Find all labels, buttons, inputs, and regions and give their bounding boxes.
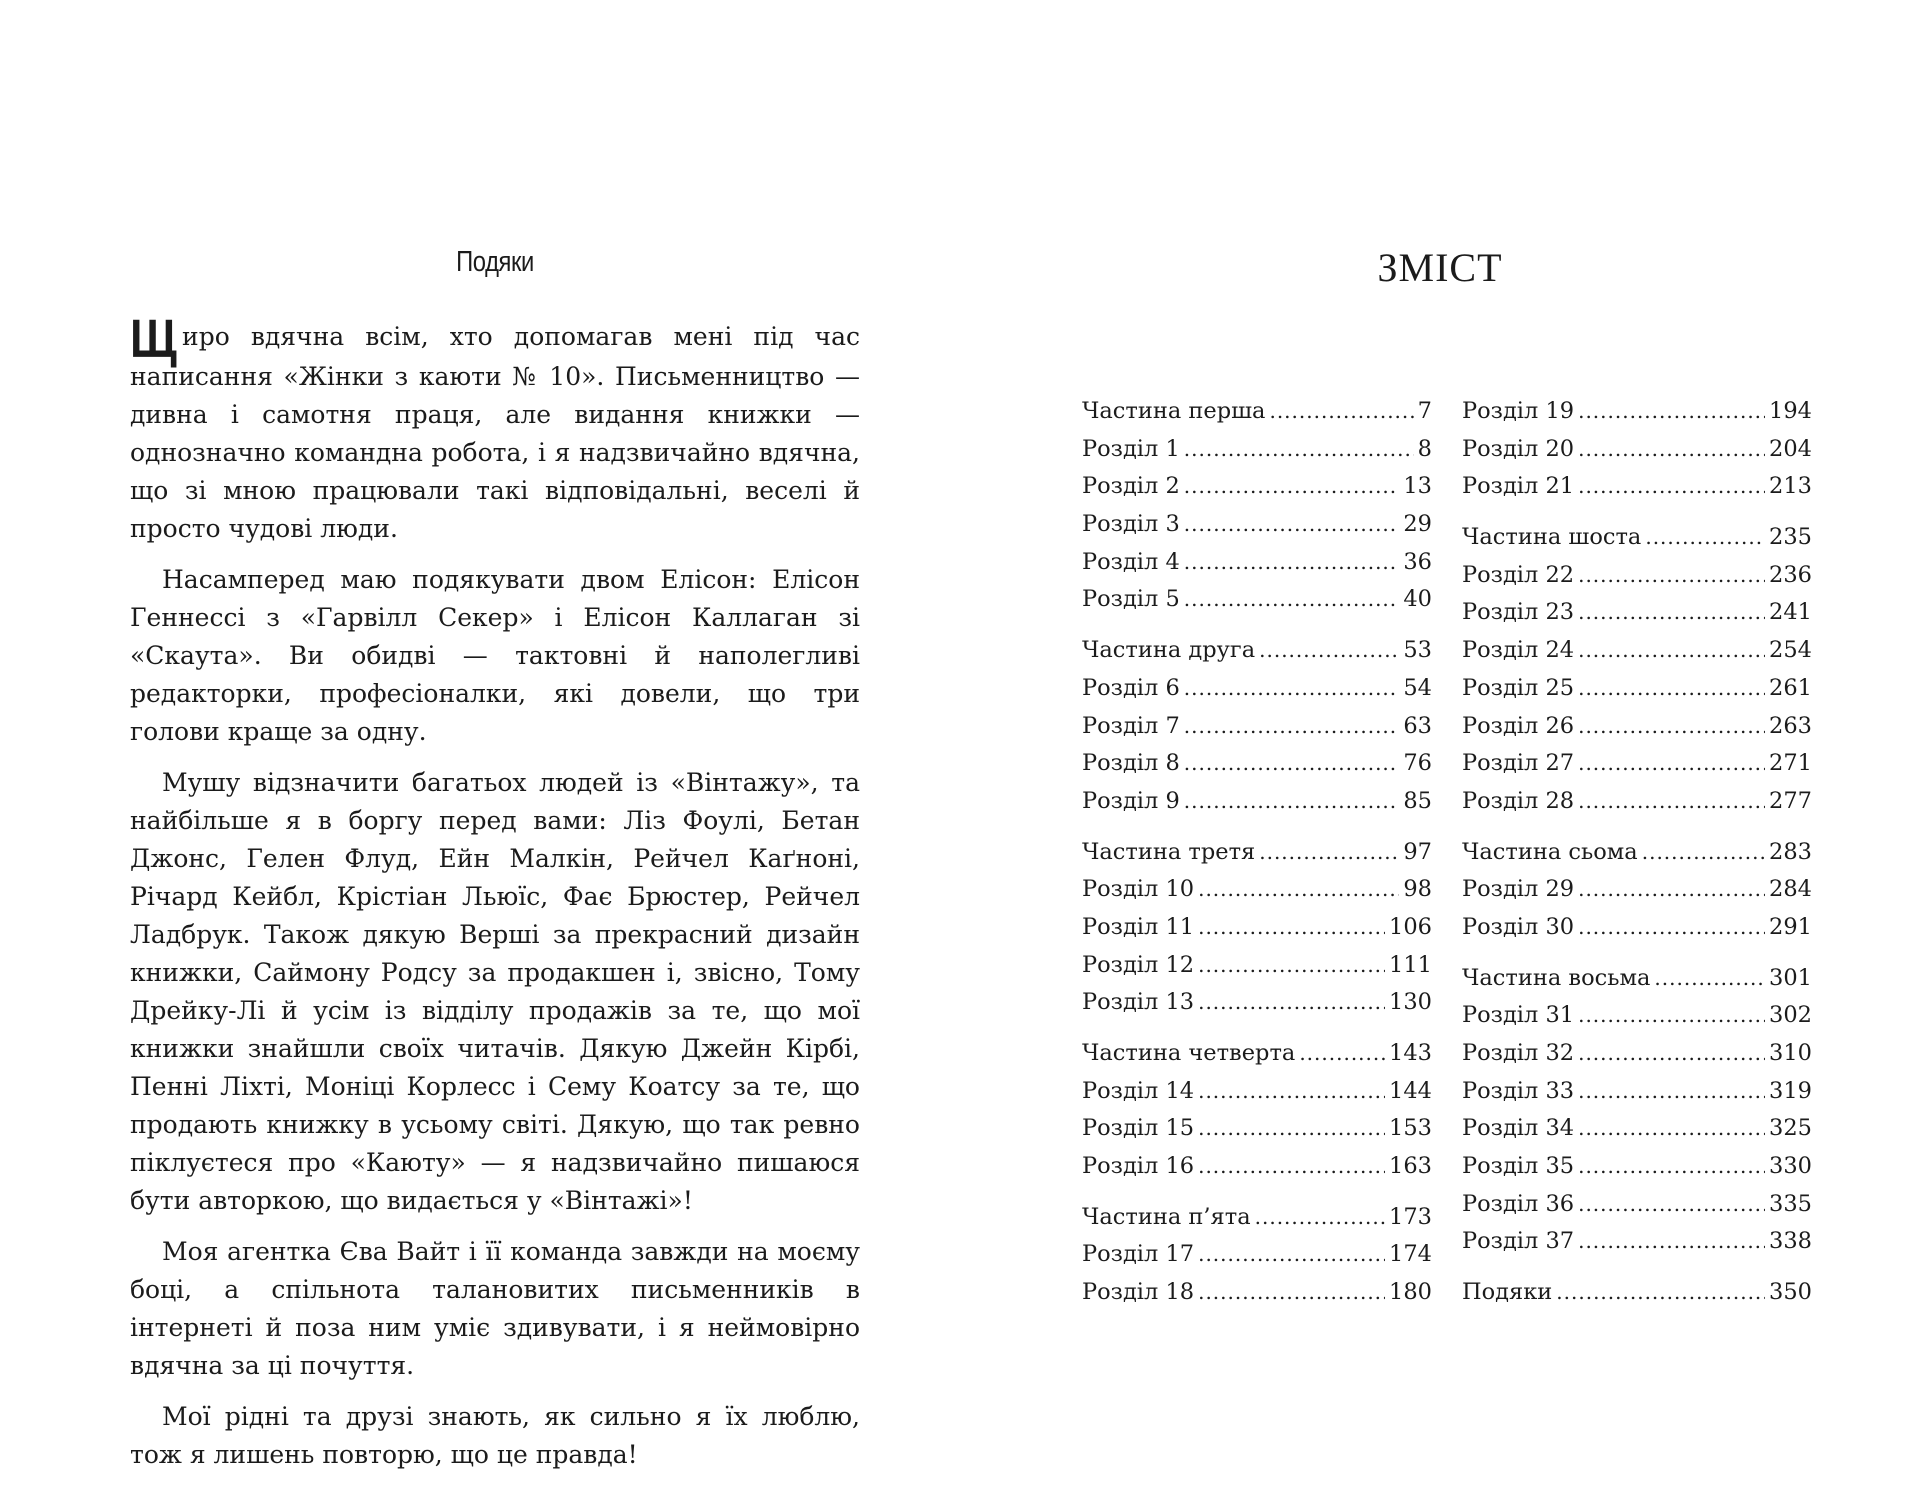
toc-leader-dots xyxy=(1198,871,1399,909)
toc-entry-page: 302 xyxy=(1769,1002,1812,1029)
toc-entry-label: Розділ 6 xyxy=(1082,674,1180,701)
toc-leader-dots xyxy=(1259,834,1399,872)
toc-leader-dots xyxy=(1198,1274,1385,1312)
paragraph-2: Насамперед маю подякувати двом Елісон: Елісон Геннессі з «Гарвілл Секер» і Елісон Каллаган зі «Скаута». Ви обидві — тактовні й наполегливі редакторки, професіоналки, які довели, що три голови краще за одну. xyxy=(130,565,860,746)
toc-entry xyxy=(1462,431,1812,469)
toc-entry-page: 180 xyxy=(1389,1279,1432,1306)
toc-entry-page: 97 xyxy=(1403,838,1432,865)
toc-entry-label: Частина четверта xyxy=(1082,1040,1296,1066)
toc-entry-label: Частина шоста xyxy=(1462,524,1642,551)
toc-entry xyxy=(1082,1199,1432,1237)
toc-leader-dots xyxy=(1198,1073,1385,1111)
toc-leader-dots xyxy=(1578,1186,1765,1224)
toc-entry xyxy=(1462,519,1812,557)
toc-leader-dots xyxy=(1184,506,1400,544)
toc-entry xyxy=(1082,632,1432,670)
toc-entry-label: Розділ 33 xyxy=(1462,1077,1575,1104)
toc-leader-dots xyxy=(1198,947,1385,985)
paragraph-5: Мої рідні та друзі знають, як сильно я їх люблю, тож я лишень повторю, що це правда! xyxy=(130,1402,860,1469)
toc-entry-label: Розділ 22 xyxy=(1462,561,1575,588)
toc-entry xyxy=(1082,871,1432,909)
toc-entry-label: Розділ 14 xyxy=(1082,1077,1195,1104)
toc-entry xyxy=(1462,783,1812,821)
toc-entry-label: Частина сьома xyxy=(1462,838,1638,865)
toc-leader-dots xyxy=(1556,1274,1765,1312)
paragraph-3: Мушу відзначити багатьох людей із «Вінтажу», та найбільше я в боргу перед вами: Ліз Фоулі, Бетан Джонс, Гелен Флуд, Ейн Малкін, Рейчел Каґноні, Річард Кейбл, Крістіан Льюїс, Фає Брюстер, Рейчел Ладбрук. Також дякую Верші за прекрасний дизайн книжки, Саймону Родсу за продакшен і, звісно, Тому Дрейку-Лі й усім із відділу продажів за те, що мої книжки знайшли своїх читачів. Дякую Джейн Кірбі, Пенні Ліхті, Моніці Корлесс і Сему Коатсу за те, що продають книжку в усьому світі. Дякую, що так ревно піклуєтеся про «Каюту» — я надзвичайно пишаюся бути авторкою, що видається у «Вінтажі»! xyxy=(130,768,860,1215)
toc-entry-label: Розділ 32 xyxy=(1462,1040,1575,1066)
toc-entry-page: 153 xyxy=(1389,1115,1432,1142)
toc-entry xyxy=(1082,1148,1432,1186)
toc-entry-page: 271 xyxy=(1769,750,1812,777)
toc-entry xyxy=(1462,632,1812,670)
toc-entry-page: 13 xyxy=(1403,473,1432,500)
toc-entry-page: 261 xyxy=(1769,674,1812,701)
toc-entry xyxy=(1462,1148,1812,1186)
toc-leader-dots xyxy=(1578,632,1765,670)
toc-entry-page: 236 xyxy=(1769,561,1812,588)
toc-entry-page: 330 xyxy=(1769,1153,1812,1180)
toc-leader-dots xyxy=(1578,745,1765,783)
toc-entry-page: 254 xyxy=(1769,637,1812,664)
toc-column-1 xyxy=(1082,393,1432,1312)
toc-entry xyxy=(1462,834,1812,872)
toc-entry-label: Розділ 7 xyxy=(1082,712,1180,739)
toc-leader-dots xyxy=(1299,1035,1385,1073)
toc-entry-page: 241 xyxy=(1769,599,1812,626)
toc-entry-label: Розділ 21 xyxy=(1462,473,1575,500)
toc-entry-page: 130 xyxy=(1389,989,1432,1016)
toc-title: ЗМІСТ xyxy=(1377,245,1503,290)
toc-entry xyxy=(1082,1274,1432,1312)
toc-entry-page: 85 xyxy=(1403,787,1432,814)
toc-leader-dots xyxy=(1259,632,1399,670)
toc-entry-label: Розділ 3 xyxy=(1082,511,1180,538)
toc-entry-page: 291 xyxy=(1769,913,1812,940)
acknowledgements-body xyxy=(130,309,860,1487)
toc-leader-dots xyxy=(1578,431,1765,469)
toc-entry xyxy=(1462,960,1812,998)
toc-leader-dots xyxy=(1255,1199,1385,1237)
toc-entry xyxy=(1462,557,1812,595)
toc-entry xyxy=(1082,431,1432,469)
toc-leader-dots xyxy=(1184,708,1400,746)
toc-entry-page: 277 xyxy=(1769,787,1812,814)
toc-entry xyxy=(1082,506,1432,544)
toc-entry-label: Частина друга xyxy=(1082,637,1256,664)
toc-column-2 xyxy=(1462,393,1812,1312)
toc-entry-page: 7 xyxy=(1417,398,1432,424)
toc-leader-dots xyxy=(1184,544,1400,582)
toc-entry xyxy=(1082,708,1432,746)
toc-entry-page: 174 xyxy=(1389,1241,1432,1268)
toc-entry-page: 144 xyxy=(1389,1077,1432,1104)
toc-entry xyxy=(1082,783,1432,821)
toc-leader-dots xyxy=(1578,871,1765,909)
toc-leader-dots xyxy=(1184,431,1414,469)
toc-entry-page: 350 xyxy=(1769,1279,1812,1306)
toc-entry-label: Розділ 11 xyxy=(1082,913,1195,940)
toc-entry-label: Розділ 8 xyxy=(1082,750,1180,777)
toc-entry-page: 111 xyxy=(1389,951,1432,978)
toc-leader-dots xyxy=(1198,984,1385,1022)
toc-leader-dots xyxy=(1198,909,1385,947)
toc-leader-dots xyxy=(1184,670,1400,708)
toc-entry-label: Розділ 28 xyxy=(1462,787,1575,814)
toc-entry-page: 8 xyxy=(1417,435,1432,462)
toc-entry-label: Розділ 25 xyxy=(1462,674,1575,701)
toc-leader-dots xyxy=(1578,909,1765,947)
toc-entry-page: 338 xyxy=(1769,1228,1812,1255)
paragraph-1-text: иро вдячна всім, хто допомагав мені під час написання «Жінки з каюти № 10». Письменництво — дивна і самотня праця, але видання книжки — однозначно командна робота, і я надзвичайно вдячна, що зі мною працювали такі відповідальні, веселі й просто чудові люди. xyxy=(130,322,860,543)
toc-entry xyxy=(1462,1110,1812,1148)
toc-entry-label: Розділ 1 xyxy=(1082,435,1180,462)
toc-entry xyxy=(1462,594,1812,632)
toc-entry-page: 40 xyxy=(1403,586,1432,613)
toc-entry xyxy=(1462,745,1812,783)
toc-entry xyxy=(1082,947,1432,985)
toc-entry-label: Частина восьма xyxy=(1462,964,1651,991)
toc-leader-dots xyxy=(1198,1236,1385,1274)
toc-entry-page: 29 xyxy=(1403,511,1432,538)
toc-leader-dots xyxy=(1578,393,1765,431)
toc-entry-page: 283 xyxy=(1769,838,1812,865)
toc-entry-page: 54 xyxy=(1403,674,1432,701)
toc-entry-page: 194 xyxy=(1769,398,1812,424)
toc-entry-label: Розділ 34 xyxy=(1462,1115,1575,1142)
toc-entry-label: Розділ 37 xyxy=(1462,1228,1575,1255)
toc-entry xyxy=(1462,708,1812,746)
toc-entry-label: Розділ 4 xyxy=(1082,548,1180,575)
toc-entry-label: Подяки xyxy=(1462,1279,1553,1306)
toc-leader-dots xyxy=(1578,557,1765,595)
toc-entry-page: 310 xyxy=(1769,1040,1812,1066)
toc-entry xyxy=(1082,670,1432,708)
toc-leader-dots xyxy=(1642,834,1765,872)
toc-leader-dots xyxy=(1578,670,1765,708)
toc-entry-page: 106 xyxy=(1389,913,1432,940)
toc-entry-label: Розділ 5 xyxy=(1082,586,1180,613)
toc-entry xyxy=(1462,468,1812,506)
toc-leader-dots xyxy=(1578,1148,1765,1186)
paragraph-4: Моя агентка Єва Вайт і її команда завжди на моєму боці, а спільнота талановитих письменників в інтернеті й поза ним уміє здивувати, і я неймовірно вдячна за ці почуття. xyxy=(130,1237,860,1380)
toc-entry-page: 213 xyxy=(1769,473,1812,500)
toc-leader-dots xyxy=(1184,468,1400,506)
toc-entry xyxy=(1462,909,1812,947)
toc-entry-page: 263 xyxy=(1769,712,1812,739)
toc-leader-dots xyxy=(1269,393,1413,431)
toc-entry xyxy=(1082,1110,1432,1148)
toc-entry-label: Розділ 16 xyxy=(1082,1153,1195,1180)
toc-leader-dots xyxy=(1654,960,1765,998)
toc-entry xyxy=(1462,1186,1812,1224)
toc-entry-label: Розділ 18 xyxy=(1082,1279,1195,1306)
toc-entry-label: Розділ 30 xyxy=(1462,913,1575,940)
toc-leader-dots xyxy=(1578,1035,1765,1073)
toc-entry xyxy=(1462,1073,1812,1111)
toc-entry xyxy=(1082,909,1432,947)
toc-entry-label: Розділ 23 xyxy=(1462,599,1575,626)
toc-entry xyxy=(1462,997,1812,1035)
toc-entry-page: 173 xyxy=(1389,1203,1432,1230)
paragraph-1 xyxy=(130,309,860,548)
toc-entry xyxy=(1082,1035,1432,1073)
toc-entry-page: 325 xyxy=(1769,1115,1812,1142)
toc-entry-label: Розділ 35 xyxy=(1462,1153,1575,1180)
toc-leader-dots xyxy=(1198,1148,1385,1186)
toc-entry-label: Розділ 31 xyxy=(1462,1002,1575,1029)
toc-entry-page: 53 xyxy=(1403,637,1432,664)
toc-entry xyxy=(1082,834,1432,872)
toc-entry-label: Частина п’ята xyxy=(1082,1203,1251,1230)
toc-entry xyxy=(1462,871,1812,909)
toc-entry-page: 163 xyxy=(1389,1153,1432,1180)
toc-entry-page: 235 xyxy=(1769,524,1812,551)
toc-entry-label: Розділ 17 xyxy=(1082,1241,1195,1268)
toc-entry-label: Розділ 29 xyxy=(1462,876,1575,903)
toc-entry-page: 36 xyxy=(1403,548,1432,575)
toc-leader-dots xyxy=(1578,1073,1765,1111)
toc-entry xyxy=(1082,544,1432,582)
toc-entry-page: 204 xyxy=(1769,435,1812,462)
toc-entry-label: Розділ 10 xyxy=(1082,876,1195,903)
toc-leader-dots xyxy=(1578,1223,1765,1261)
drop-cap: Щ xyxy=(130,309,177,369)
toc-entry-label: Розділ 15 xyxy=(1082,1115,1195,1142)
toc-entry-label: Розділ 19 xyxy=(1462,398,1575,424)
toc-entry-label: Розділ 13 xyxy=(1082,989,1195,1016)
toc-entry xyxy=(1462,1035,1812,1073)
toc-entry-label: Розділ 12 xyxy=(1082,951,1195,978)
toc-leader-dots xyxy=(1578,1110,1765,1148)
toc-entry xyxy=(1082,1236,1432,1274)
toc-entry-label: Розділ 36 xyxy=(1462,1190,1575,1217)
toc-entry xyxy=(1462,670,1812,708)
toc-entry-page: 63 xyxy=(1403,712,1432,739)
toc-leader-dots xyxy=(1578,997,1765,1035)
toc-entry xyxy=(1462,393,1812,431)
acknowledgements-heading: Подяки xyxy=(456,246,534,278)
toc-entry xyxy=(1082,745,1432,783)
toc-leader-dots xyxy=(1184,745,1400,783)
toc-entry xyxy=(1462,1223,1812,1261)
toc-entry xyxy=(1082,1073,1432,1111)
toc-entry-label: Розділ 20 xyxy=(1462,435,1575,462)
toc-entry xyxy=(1082,581,1432,619)
toc-entry-label: Розділ 27 xyxy=(1462,750,1575,777)
toc-entry xyxy=(1082,393,1432,431)
toc-entry-label: Частина третя xyxy=(1082,838,1256,865)
toc-leader-dots xyxy=(1198,1110,1385,1148)
toc-entry-label: Розділ 9 xyxy=(1082,787,1180,814)
toc-entry-page: 284 xyxy=(1769,876,1812,903)
toc-entry-label: Розділ 2 xyxy=(1082,473,1180,500)
toc-entry-page: 301 xyxy=(1769,964,1812,991)
toc-entry-label: Розділ 26 xyxy=(1462,712,1575,739)
toc-entry-page: 335 xyxy=(1769,1190,1812,1217)
toc-leader-dots xyxy=(1184,581,1400,619)
toc-entry xyxy=(1462,1274,1812,1312)
toc-leader-dots xyxy=(1184,783,1400,821)
toc-entry-label: Розділ 24 xyxy=(1462,637,1575,664)
toc-leader-dots xyxy=(1578,708,1765,746)
toc-entry-page: 98 xyxy=(1403,876,1432,903)
toc-entry xyxy=(1082,984,1432,1022)
toc-leader-dots xyxy=(1578,468,1765,506)
toc-leader-dots xyxy=(1578,783,1765,821)
toc-entry-page: 76 xyxy=(1403,750,1432,777)
toc-entry-page: 319 xyxy=(1769,1077,1812,1104)
toc-leader-dots xyxy=(1578,594,1765,632)
toc-entry-page: 143 xyxy=(1389,1040,1432,1066)
toc-entry-label: Частина перша xyxy=(1082,398,1266,424)
toc-entry xyxy=(1082,468,1432,506)
toc-leader-dots xyxy=(1645,519,1765,557)
